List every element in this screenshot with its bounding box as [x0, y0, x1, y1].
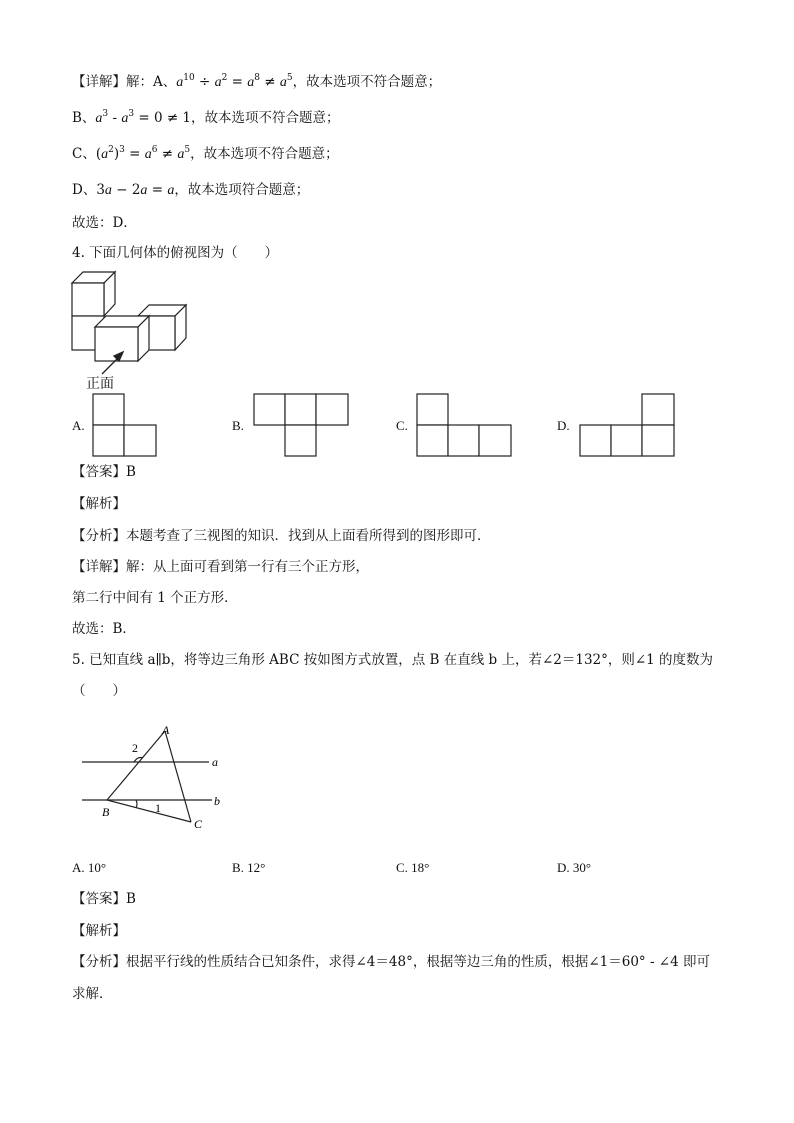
q3-b-suffix: ，故本选项不符合题意；: [191, 110, 340, 126]
angle-1-arc: [136, 800, 137, 808]
q4-choice: 故选：B．: [72, 621, 136, 637]
q3-detail-line-b: B、$a^3 - a^3 = 0 \ne 1$，故本选项不符合题意；: [72, 109, 340, 126]
q4-detail-1: 【详解】解：从上面可看到第一行有三个正方形，: [72, 559, 369, 575]
q5-stem-2: （ ）: [72, 683, 126, 699]
q4-option-d-label[interactable]: D.: [557, 418, 570, 433]
q4-analysis-heading: 【解析】: [72, 496, 126, 512]
q3-choice: 故选：D．: [72, 215, 137, 231]
q4-front-label: 正面: [86, 376, 114, 392]
q5-option-b[interactable]: B. 12°: [232, 860, 266, 875]
q3-b-prefix: B、: [72, 110, 96, 126]
q4-answer: 【答案】B: [72, 464, 136, 480]
q4-option-c-label[interactable]: C.: [396, 418, 408, 433]
q5-analysis-heading: 【解析】: [72, 923, 126, 939]
q5-option-a[interactable]: A. 10°: [72, 860, 107, 875]
q4-option-b-figure[interactable]: [253, 393, 350, 457]
label-a-point: A: [162, 723, 170, 737]
q5-geometry-figure: [74, 718, 234, 838]
q4-option-a-figure[interactable]: [92, 393, 158, 457]
q3-detail-line-c: C、$(a^2)^3 = a^6 \ne a^5$，故本选项不符合题意；: [72, 145, 339, 162]
q5-analysis-1: 【分析】根据平行线的性质结合已知条件，求得∠4＝48°，根据等边三角的性质，根据∠1＝60° - ∠4 即可: [72, 954, 710, 970]
q3-detail-prefix: 【详解】解：A、: [72, 74, 177, 90]
q5-stem-1: 5. 已知直线 a∥b，将等边三角形 ABC 按如图方式放置，点 B 在直线 b 上，若∠2＝132°，则∠1 的度数为: [72, 652, 714, 668]
q4-option-a-label[interactable]: A.: [72, 418, 85, 433]
q3-d-suffix: ，故本选项符合题意；: [174, 182, 310, 198]
q4-detail-2: 第二行中间有 1 个正方形．: [72, 590, 238, 606]
q5-answer: 【答案】B: [72, 891, 136, 907]
q4-analysis: 【分析】本题考查了三视图的知识．找到从上面看所得到的图形即可．: [72, 528, 491, 544]
q3-a-suffix: ，故本选项不符合题意；: [292, 74, 442, 90]
label-b-point: B: [102, 805, 110, 819]
label-angle-1: 1: [155, 801, 161, 815]
side-ac: [165, 731, 191, 822]
q4-option-c-figure[interactable]: [416, 393, 513, 457]
label-c-point: C: [194, 817, 203, 831]
label-line-a: a: [212, 755, 218, 769]
q3-c-prefix: C、: [72, 146, 96, 162]
q3-d-prefix: D、: [72, 182, 97, 198]
angle-2-arc: [134, 758, 143, 763]
label-line-b: b: [214, 794, 220, 808]
q3-detail-line-d: D、3a − 2a = a，故本选项符合题意；: [72, 182, 310, 198]
q5-analysis-2: 求解．: [72, 986, 113, 1002]
q5-option-c[interactable]: C. 18°: [396, 860, 430, 875]
q4-option-d-figure[interactable]: [579, 393, 676, 457]
q3-detail-line-a: 【详解】解：A、$a^{10} \div a^2 = a^8 \ne a^5$，故本选项不符合题意；: [72, 73, 442, 90]
label-angle-2: 2: [132, 741, 138, 755]
q4-stem: 4. 下面几何体的俯视图为（ ）: [72, 245, 279, 261]
side-bc: [107, 800, 191, 822]
q4-option-b-label[interactable]: B.: [232, 418, 244, 433]
q5-option-d[interactable]: D. 30°: [557, 860, 592, 875]
q3-c-suffix: ，故本选项不符合题意；: [190, 146, 339, 162]
